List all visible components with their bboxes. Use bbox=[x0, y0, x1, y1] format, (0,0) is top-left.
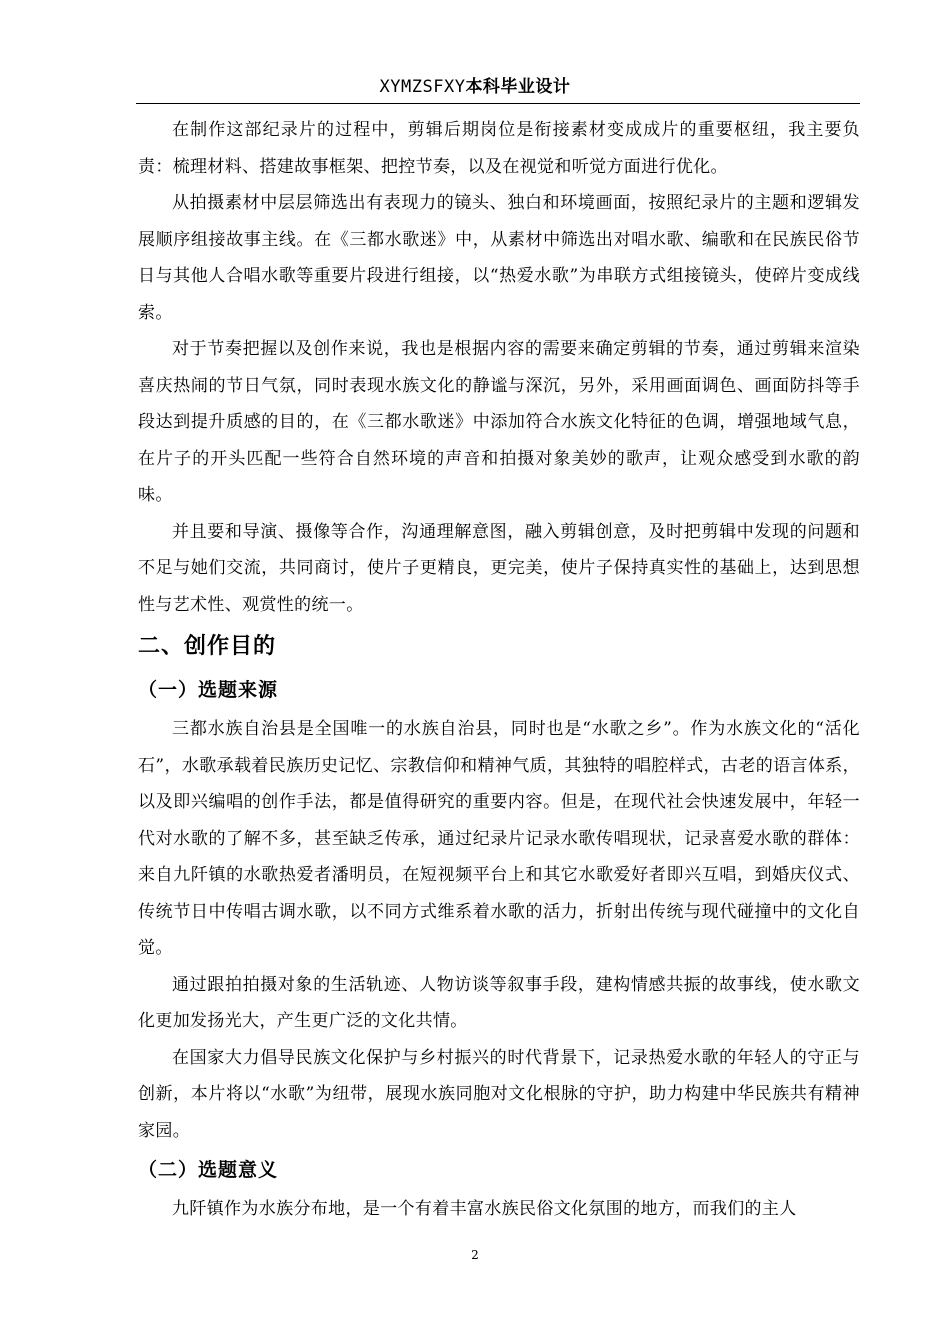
header-rule bbox=[136, 103, 860, 104]
paragraph: 并且要和导演、摄像等合作，沟通理解意图，融入剪辑创意，及时把剪辑中发现的问题和不足与她们交流，共同商讨，使片子更精良，更完美，使片子保持真实性的基础上，达到思想性与艺术性、观赏性的统一。 bbox=[138, 521, 860, 615]
subsection-heading-significance: （二）选题意义 bbox=[138, 1159, 279, 1181]
subsection-heading-source: （一）选题来源 bbox=[138, 679, 279, 701]
header-code: XYMZSFXY bbox=[379, 77, 466, 97]
page-header bbox=[0, 76, 950, 98]
paragraph: 九阡镇作为水族分布地，是一个有着丰富水族民俗文化氛围的地方，而我们的主人 bbox=[172, 1199, 797, 1219]
paragraph: 对于节奏把握以及创作来说，我也是根据内容的需要来确定剪辑的节奏，通过剪辑来渲染喜庆热闹的节日气氛，同时表现水族文化的静谧与深沉，另外，采用画面调色、画面防抖等手段达到提升质感的目的，在《三都水歌迷》中添加符合水族文化特征的色调，增强地域气息，在片子的开头匹配一些符合自然环境的声音和拍摄对象美妙的歌声，让观众感受到水歌的韵味。 bbox=[138, 339, 860, 505]
paragraph: 通过跟拍拍摄对象的生活轨迹、人物访谈等叙事手段，建构情感共振的故事线，使水歌文化更加发扬光大，产生更广泛的文化共情。 bbox=[138, 974, 860, 1031]
header-label: 本科毕业设计 bbox=[465, 77, 571, 97]
paragraph: 在国家大力倡导民族文化保护与乡村振兴的时代背景下，记录热爱水歌的年轻人的守正与创新，本片将以“水歌”为纽带，展现水族同胞对文化根脉的守护，助力构建中华民族共有精神家园。 bbox=[138, 1047, 860, 1141]
paragraph: 从拍摄素材中层层筛选出有表现力的镜头、独白和环境画面，按照纪录片的主题和逻辑发展顺序组接故事主线。在《三都水歌迷》中，从素材中筛选出对唱水歌、编歌和在民族民俗节日与其他人合唱水歌等重要片段进行组接，以“热爱水歌”为串联方式组接镜头，使碎片变成线索。 bbox=[138, 193, 860, 323]
page-number: 2 bbox=[471, 1248, 479, 1262]
paragraph: 在制作这部纪录片的过程中，剪辑后期岗位是衔接素材变成成片的重要枢纽，我主要负责：梳理材料、搭建故事框架、把控节奏，以及在视觉和听觉方面进行优化。 bbox=[138, 120, 860, 177]
body-content bbox=[138, 112, 860, 1228]
section-heading: 二、创作目的 bbox=[138, 634, 277, 659]
paragraph: 三都水族自治县是全国唯一的水族自治县，同时也是“水歌之乡”。作为水族文化的“活化石”，水歌承载着民族历史记忆、宗教信仰和精神气质，其独特的唱腔样式，古老的语言体系，以及即兴编唱的创作手法，都是值得研究的重要内容。但是，在现代社会快速发展中，年轻一代对水歌的了解不多，甚至缺乏传承，通过纪录片记录水歌传唱现状，记录喜爱水歌的群体：来自九阡镇的水歌热爱者潘明员，在短视频平台上和其它水歌爱好者即兴互唱，到婚庆仪式、传统节日中传唱古调水歌，以不同方式维系着水歌的活力，折射出传统与现代碰撞中的文化自觉。 bbox=[138, 719, 860, 958]
